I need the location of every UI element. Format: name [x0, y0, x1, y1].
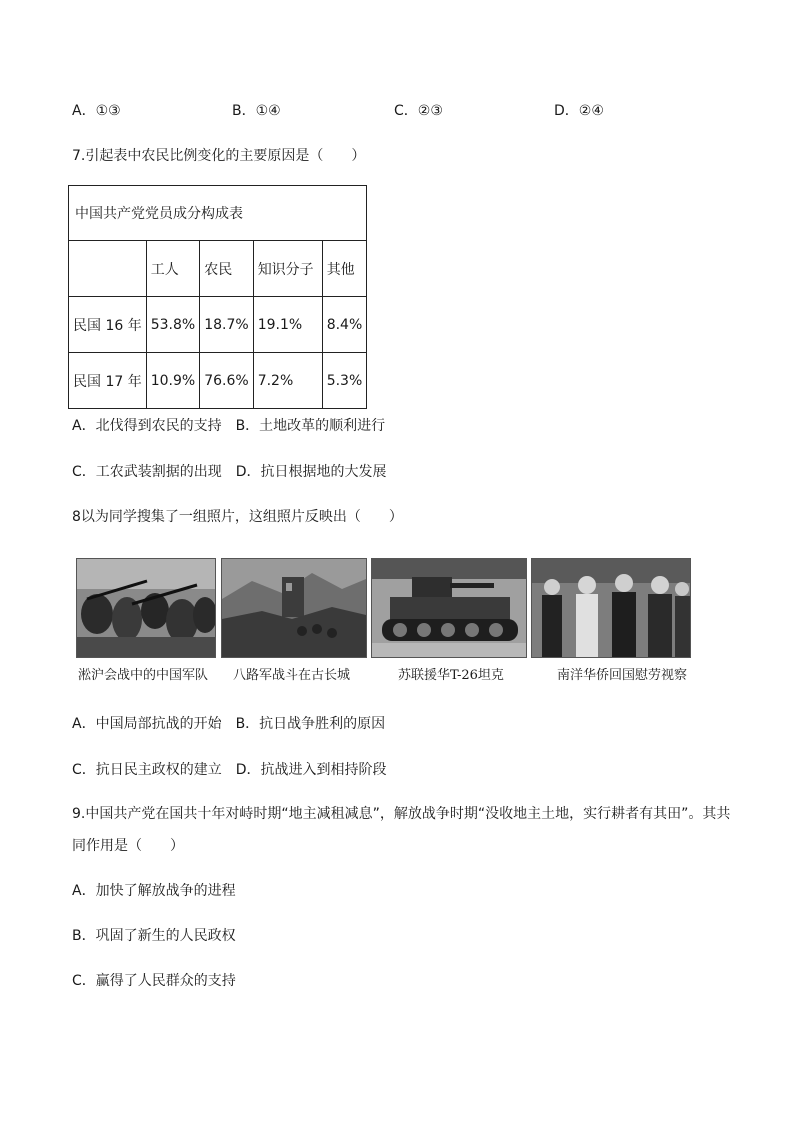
q7-stem: 7.引起表中农民比例变化的主要原因是（ ） — [72, 148, 366, 164]
table-cell: 7.2% — [253, 353, 322, 409]
table-cell: 53.8% — [146, 297, 199, 353]
q6-option-d: D．②④ — [554, 103, 604, 119]
q6-option-c: C．②③ — [394, 103, 443, 119]
q7-options-line1: A．北伐得到农民的支持 B．土地改革的顺利进行 — [72, 418, 386, 434]
q9-option-a: A．加快了解放战争的进程 — [72, 883, 236, 899]
table-row — [69, 353, 367, 409]
q9-stem-line1: 9.中国共产党在国共十年对峙时期“地主减租减息”，解放战争时期“没收地主土地，实行耕者有其田”。其共 — [72, 806, 731, 822]
photo-shanghai-battle — [76, 558, 216, 658]
q6-option-b: B．①④ — [232, 103, 281, 119]
q9-stem-line2: 同作用是（ ） — [72, 838, 184, 854]
header-cell: 农民 — [200, 241, 253, 297]
table-row — [69, 297, 367, 353]
photo-great-wall-image — [222, 559, 366, 657]
photo-great-wall — [221, 558, 367, 658]
table-cell: 民国 16 年 — [69, 297, 147, 353]
table-cell: 民国 17 年 — [69, 353, 147, 409]
photo-t26-tank-image — [372, 559, 526, 657]
table-cell: 10.9% — [146, 353, 199, 409]
table-title: 中国共产党党员成分构成表 — [69, 186, 367, 241]
photo-t26-tank — [371, 558, 527, 658]
header-cell: 知识分子 — [253, 241, 322, 297]
q8-options-line2: C．抗日民主政权的建立 D．抗战进入到相持阶段 — [72, 762, 387, 778]
photo-caption-3: 苏联援华T-26坦克 — [398, 668, 504, 683]
table-cell: 76.6% — [200, 353, 253, 409]
photo-caption-2: 八路军战斗在古长城 — [233, 668, 351, 683]
q7-options-line2: C．工农武装割据的出现 D．抗日根据地的大发展 — [72, 464, 387, 480]
photo-caption-4: 南洋华侨回国慰劳视察 — [557, 668, 688, 683]
q8-options-line1: A．中国局部抗战的开始 B．抗日战争胜利的原因 — [72, 716, 386, 732]
q9-option-b: B．巩固了新生的人民政权 — [72, 928, 236, 944]
table-header-row — [69, 241, 367, 297]
q9-option-c: C．赢得了人民群众的支持 — [72, 973, 236, 989]
photo-overseas-chinese-image — [532, 559, 690, 657]
header-cell — [69, 241, 147, 297]
photo-overseas-chinese — [531, 558, 691, 658]
q6-option-a: A．①③ — [72, 103, 121, 119]
party-composition-table — [68, 185, 367, 409]
table-cell: 19.1% — [253, 297, 322, 353]
q8-stem: 8以为同学搜集了一组照片，这组照片反映出（ ） — [72, 509, 403, 525]
table-cell: 5.3% — [322, 353, 367, 409]
photo-shanghai-battle-image — [77, 559, 215, 657]
table-cell: 8.4% — [322, 297, 367, 353]
header-cell: 工人 — [146, 241, 199, 297]
header-cell: 其他 — [322, 241, 367, 297]
photo-caption-1: 淞沪会战中的中国军队 — [78, 668, 209, 683]
table-cell: 18.7% — [200, 297, 253, 353]
